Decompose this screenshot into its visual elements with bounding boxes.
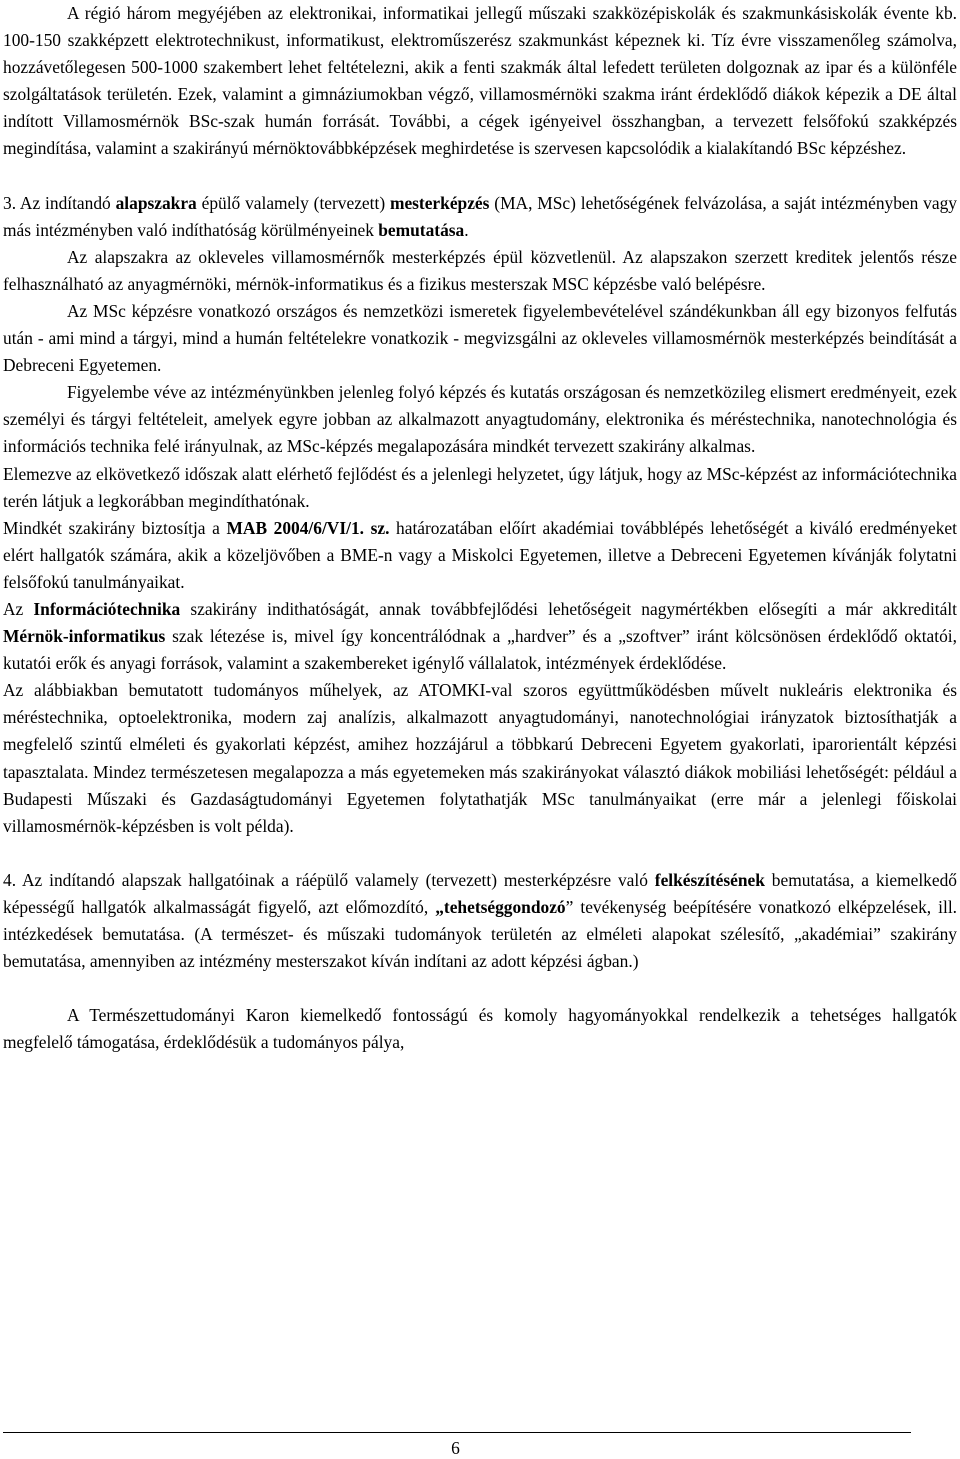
paragraph-informaciotechnika xyxy=(3,596,957,677)
paragraph-info-text: Az xyxy=(3,598,34,619)
paragraph-elemezve-text: Elemezve az elkövetkező időszak alatt elérhető fejlődést és a jelenlegi helyzetet, úgy látjuk, hogy az MSc-képzést az információtechnika terén látjuk a legkorábban megindíthatónak. xyxy=(3,463,957,511)
bold-mab-reference: MAB 2004/6/VI/1. sz. xyxy=(226,517,390,538)
bold-bemutatasa: bemutatása xyxy=(378,219,465,240)
section-3-heading xyxy=(3,190,957,244)
section-4-text: bemutatása, a kiemelkedő képességű hallgatók alkalmasságát figyelő, azt előmozdító, xyxy=(3,869,957,917)
paragraph-termeszettudomanyi-text: A Természettudományi Karon kiemelkedő fontosságú és komoly hagyományokkal rendelkezik a tehetséges hallgatók megfelelő támogatása, érdeklődésük a tudományos pálya, xyxy=(3,1005,957,1053)
bold-informaciotechnika: Információtechnika xyxy=(33,598,181,619)
section-4-text: 4. Az indítandó alapszak hallgatóinak a ráépülő valamely (tervezett) mesterképzésre való xyxy=(3,869,655,890)
bold-tehetseggondozo: „tehetséggondozó xyxy=(435,896,566,917)
page-number: 6 xyxy=(451,1438,460,1458)
section-3-text: (MA, MSc) lehetőségének felvázolása, a saját intézményben vagy más intézményben való indíthatóság körülményeinek xyxy=(3,192,957,240)
paragraph-figyelembe-text: Figyelembe véve az intézményünkben jelenleg folyó képzés és kutatás országosan és nemzetközileg elismert eredményeit, ezek személyi és tárgyi feltételeit, amelyek egyre jobban az alkalmazott anyagtudomány, elektronika és méréstechnika, nanotechnológia és információs technika felé irányulnak, az MSc-képzés megalapozására mindkét tervezett szakirány alkalmas. xyxy=(3,382,957,457)
section-3-text: . xyxy=(464,219,469,240)
paragraph-mab-text: Mindkét szakirány biztosítja a xyxy=(3,517,227,538)
footer-divider xyxy=(3,1432,911,1433)
section-3-text: épülő valamely (tervezett) xyxy=(196,192,390,213)
paragraph-regio-text: A régió három megyéjében az elektronikai, informatikai jellegű műszaki szakközépiskolák és szakmunkásiskolák évente kb. 100-150 szakképzett elektrotechnikust, informatikust, elektroműszerész szakmunkást képeznek ki. Tíz évre visszamenőleg számolva, hozzávetőlegesen 500-1000 szakembert lehet feltételezni, akik a fenti szakmák által lefedett területen dolgoznak az ipar és a különféle szolgáltatások területén. Ezek, valamint a gimnáziumokban végző, villamosmérnöki szakma iránt érdeklődő diákok képezik a DE által indított Villamosmérnök BSc-szak humán forrását. További, a cégek igényeivel összhangban, a tervezett felsőfokú szakképzés megindítása, valamint a szakirányú mérnöktovábbképzések meghirdetése is szervesen kapcsolódik a kialakítandó BSc képzéshez. xyxy=(3,3,957,159)
bold-mesterkepzes: mesterképzés xyxy=(389,192,490,213)
paragraph-alabbiakban-text: Az alábbiakban bemutatott tudományos műhelyek, az ATOMKI-val szoros együttműködésben művelt nukleáris elektronika és méréstechnika, optoelektronika, modern zaj analízis, alkalmazott anyagtudományi, nanotechnológiai irányzatok biztosíthatják a megfelelő szintű elméleti és gyakorlati képzést, amihez hozzájárul a többkarú Debreceni Egyetem gyakorlati, iparorientált képzési tapasztalata. Mindez természetesen megalapozza a más egyetemeken más szakirányokat választó diákok mobiliási lehetőségét: például a Budapesti Műszaki és Gazdaságtudományi Egyetemen folytathatják MSc tanulmányaikat (erre már a jelenlegi főiskolai villamosmérnök-képzésben is volt példa). xyxy=(3,680,957,836)
paragraph-figyelembe xyxy=(3,379,957,460)
section-4-text: ” tevékenység beépítésére vonatkozó elképzelések, ill. intézkedések bemutatása. (A természet- és műszaki tudományok területén az elméleti alapokat szélesítő, „akadémiai” szakirány bemutatása, amennyiben az intézmény mesterszakot kíván indítani az adott képzési ágban.) xyxy=(3,896,957,972)
paragraph-msc xyxy=(3,298,957,379)
paragraph-alabbiakban xyxy=(3,677,957,840)
paragraph-msc-text: Az MSc képzésre vonatkozó országos és nemzetközi ismeretek figyelembevételével szándékunkban áll egy bizonyos felfutás után - ami mind a tárgyi, mind a humán feltételekre vonatkozik - megvizsgálni az okleveles villamosmérnök mesterképzés beindítását a Debreceni Egyetemen. xyxy=(3,300,957,376)
bold-mernok-informatikus: Mérnök-informatikus xyxy=(3,626,166,647)
paragraph-elemezve xyxy=(3,461,957,515)
paragraph-mab xyxy=(3,515,957,596)
paragraph-termeszettudomanyi xyxy=(3,1002,957,1056)
bold-felkeszitesenek: felkészítésének xyxy=(654,869,765,890)
paragraph-regio xyxy=(3,0,957,163)
section-4-heading xyxy=(3,867,957,975)
bold-alapszakra: alapszakra xyxy=(115,192,197,213)
paragraph-info-text: szak létezése is, mivel így koncentrálódnak a „hardver” és a „szoftver” iránt kölcsönösen érdeklődő oktatói, kutatói erők és anyagi források, valamint a szakembereket igénylő vállalatok, intézmények érdeklődése. xyxy=(3,626,957,674)
paragraph-info-text: szakirány indithatóságát, annak továbbfejlődési lehetőségeit nagymértékben elősegíti a már akkreditált xyxy=(180,598,957,619)
paragraph-alapszak-text: Az alapszakra az okleveles villamosmérnők mesterképzés épül közvetlenül. Az alapszakon szerzett kreditek jelentős része felhasználható az anyagmérnöki, mérnök-informatikus és a fizikus mesterszak MSC képzésbe való belépésre. xyxy=(3,246,957,294)
paragraph-alapszak xyxy=(3,244,957,298)
section-3-text: 3. Az indítandó xyxy=(3,192,116,213)
paragraph-mab-text: határozatában előírt akadémiai továbblépés lehetőségét a kiváló eredményeket elért hallgatók számára, akik a közeljövőben a BME-n vagy a Miskolci Egyetemen, illetve a Debreceni Egyetemen kívánják folytatni felsőfokú tanulmányaikat. xyxy=(3,517,957,592)
